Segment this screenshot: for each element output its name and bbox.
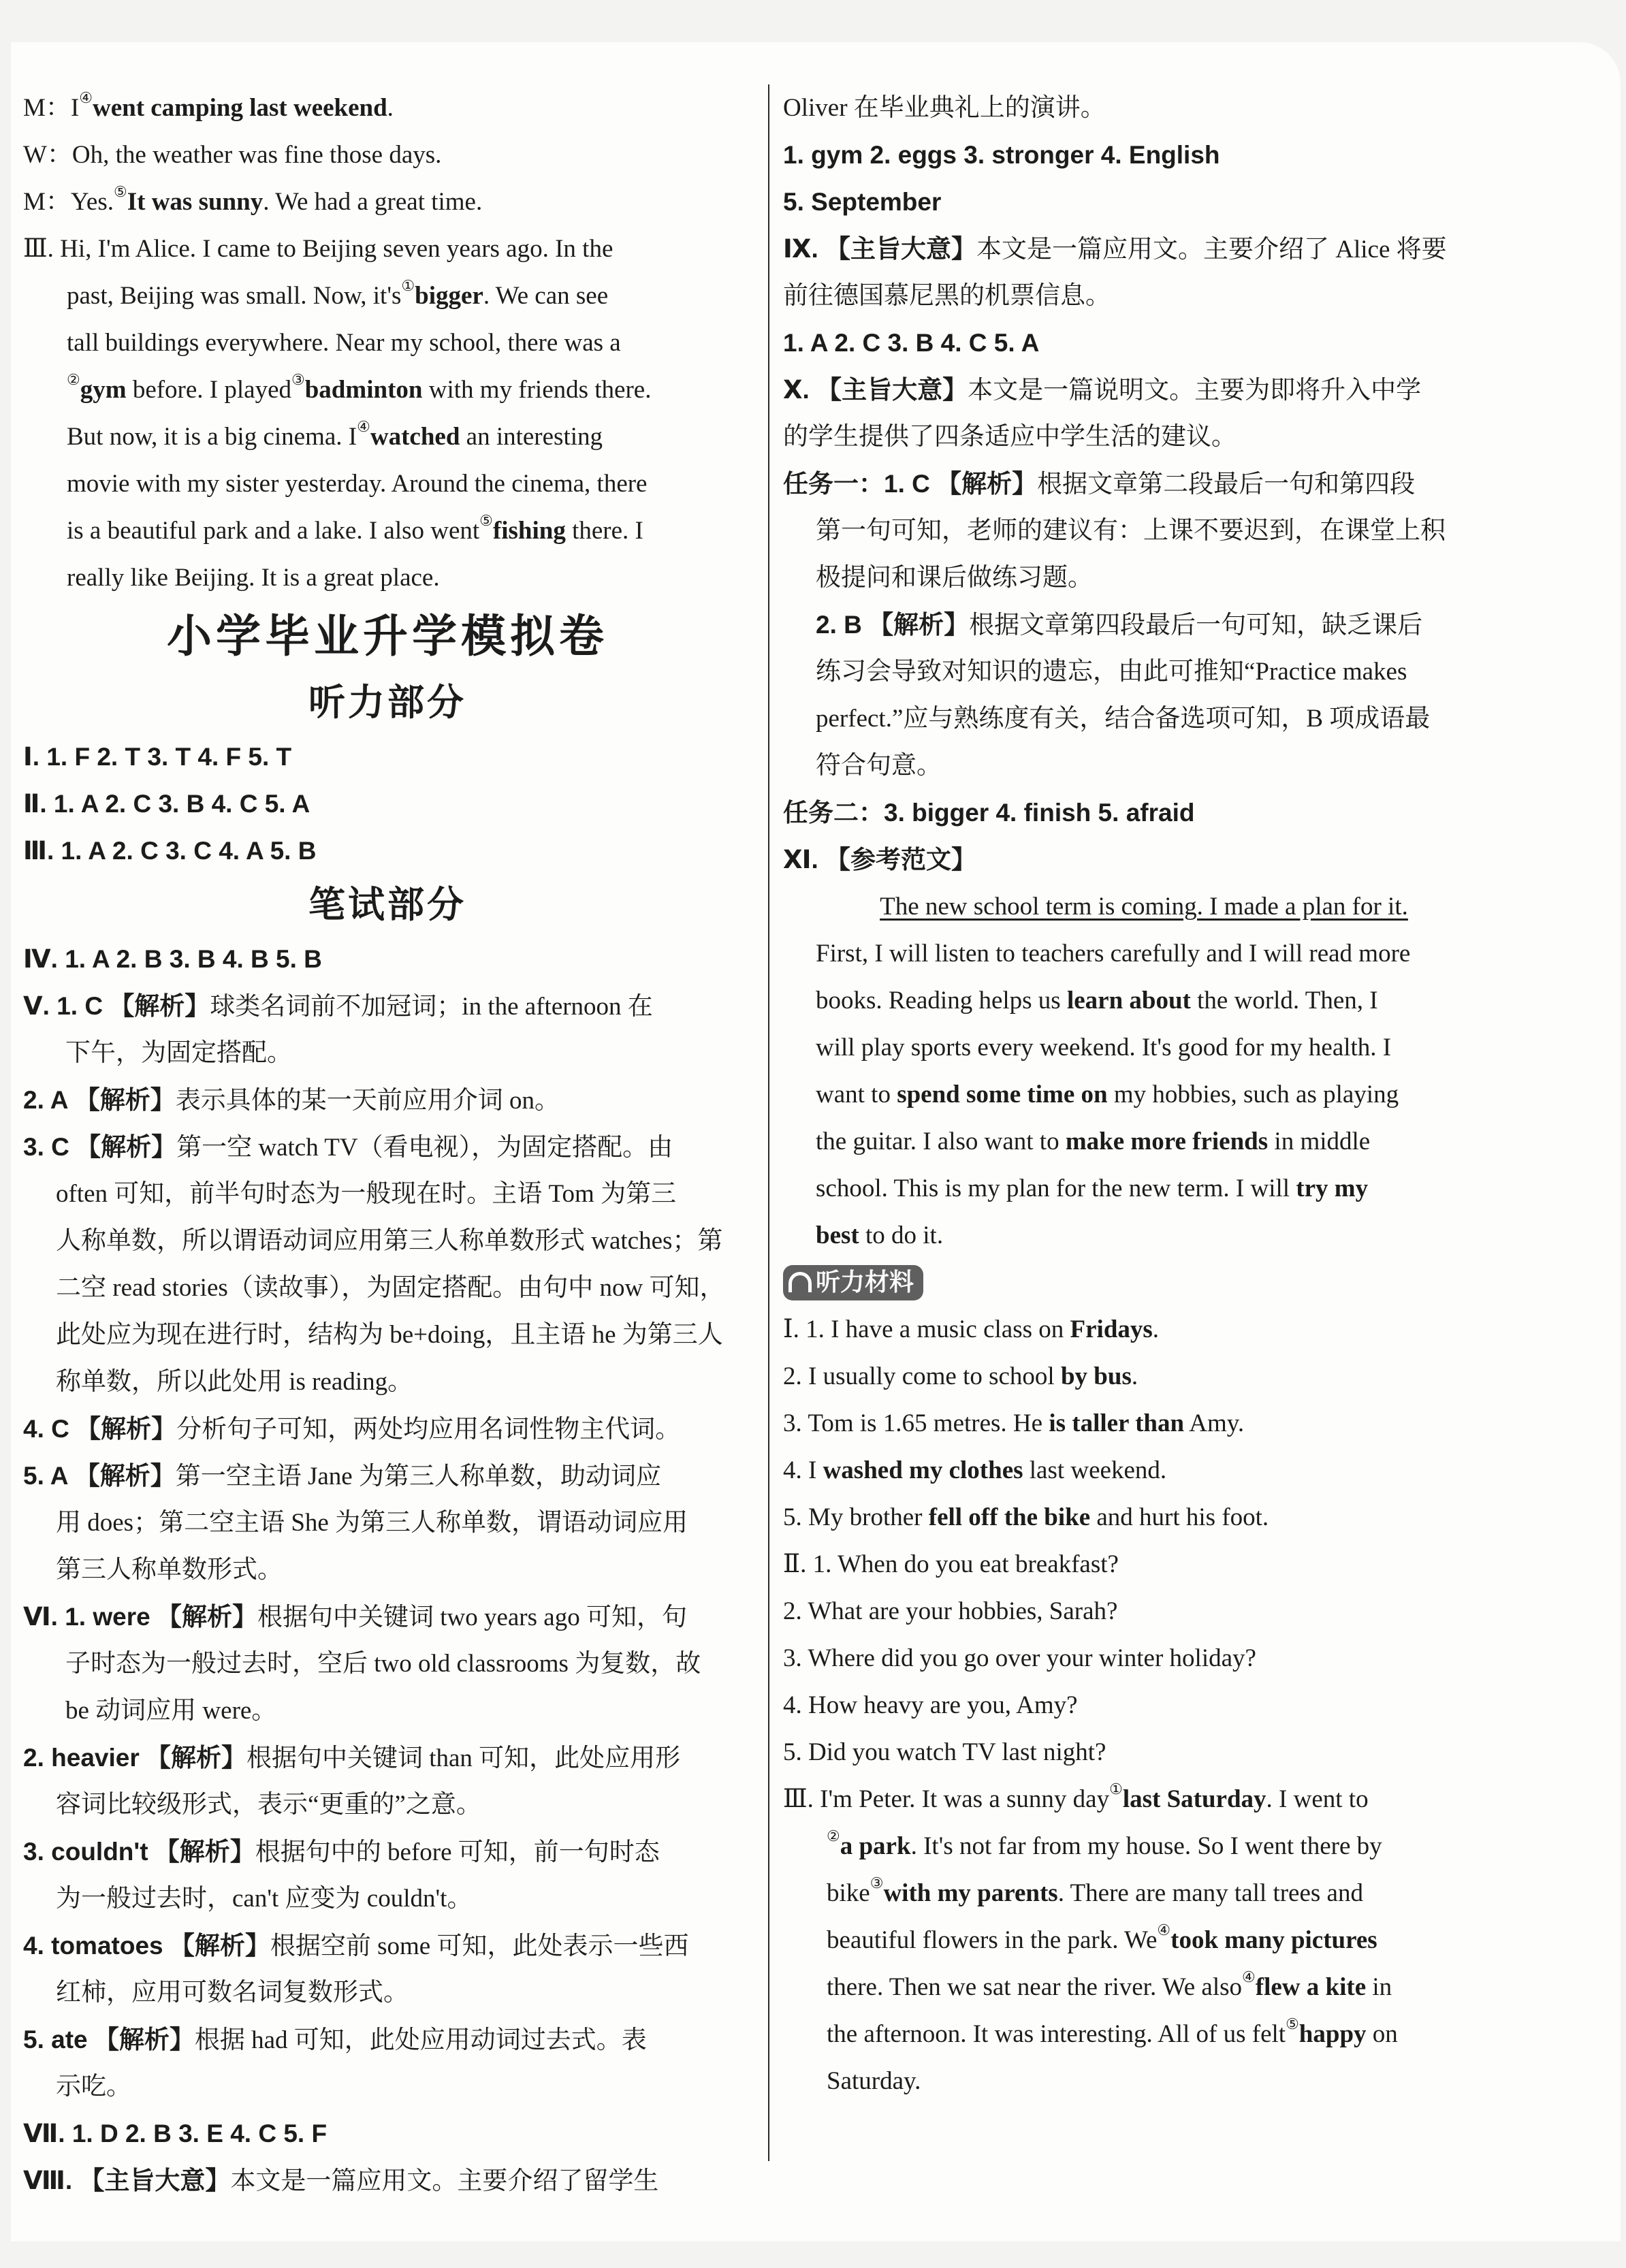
explanation-line: 4. tomatoes 【解析】根据空前 some 可知，此处表示一些西	[23, 1932, 689, 1960]
essay-line: the guitar. I also want to make more friends in middle	[816, 1128, 1371, 1155]
explanation-line: 前往德国慕尼黑的机票信息。	[783, 282, 1111, 310]
passage-line: is a beautiful park and a lake. I also went⑤fishing there. I	[67, 512, 643, 545]
explanation-line: Ⅸ. 【主旨大意】本文是一篇应用文。主要介绍了 Alice 将要	[783, 235, 1447, 263]
passage-line: Ⅲ. Hi, I'm Alice. I came to Beijing seven years ago. In the	[23, 235, 613, 263]
script-line: 3. Tom is 1.65 metres. He is taller than Amy.	[783, 1409, 1245, 1437]
section-title-writing: 笔试部分	[308, 883, 466, 926]
section-title-listening: 听力部分	[308, 681, 466, 724]
column-divider	[768, 84, 769, 2161]
explanation-line: 下午，为固定搭配。	[65, 1039, 292, 1067]
explanation-line: 练习会导致对知识的遗忘，由此可推知“Practice makes	[816, 658, 1407, 686]
passage-line: past, Beijing was small. Now, it's①bigger. We can see	[67, 277, 609, 310]
explanation-line: 2. A 【解析】表示具体的某一天前应用介词 on。	[23, 1086, 560, 1115]
answer-row: Ⅳ. 1. A 2. B 3. B 4. B 5. B	[23, 945, 322, 973]
explanation-line: 3. C 【解析】第一空 watch TV（看电视），为固定搭配。由	[23, 1133, 673, 1162]
explanation-line: 子时态为一般过去时，空后 two old classrooms 为复数，故	[65, 1650, 701, 1678]
passage-line: movie with my sister yesterday. Around the cinema, there	[67, 470, 648, 498]
explanation-line: 用 does；第二空主语 She 为第三人称单数，谓语动词应用	[56, 1509, 688, 1537]
essay-line: will play sports every weekend. It's good for my health. I	[816, 1034, 1392, 1061]
right-column	[783, 84, 1505, 2105]
dialog-line: M：Yes.⑤It was sunny. We had a great time.	[23, 183, 483, 216]
essay-line: want to spend some time on my hobbies, such as playing	[816, 1081, 1399, 1108]
answer-row: Ⅱ. 1. A 2. C 3. B 4. C 5. A	[23, 790, 310, 818]
explanation-line: 第三人称单数形式。	[56, 1556, 283, 1584]
explanation-line: 第一句可知，老师的建议有：上课不要迟到，在课堂上积	[816, 517, 1446, 545]
explanation-line: Ⅷ. 【主旨大意】本文是一篇应用文。主要介绍了留学生	[23, 2167, 659, 2195]
explanation-line: 此处应为现在进行时，结构为 be+doing，且主语 he 为第三人	[56, 1321, 723, 1349]
essay-line: books. Reading helps us learn about the world. Then, I	[816, 987, 1378, 1015]
left-column	[23, 84, 752, 2204]
explanation-line: 任务一：1. C 【解析】根据文章第二段最后一句和第四段	[783, 470, 1416, 498]
answer-row: 1. gym 2. eggs 3. stronger 4. English	[783, 141, 1220, 169]
script-line: Ⅰ. 1. I have a music class on Fridays.	[783, 1315, 1160, 1343]
explanation-line: 2. heavier 【解析】根据句中关键词 than 可知，此处应用形	[23, 1744, 681, 1772]
script-line: there. Then we sat near the river. We also④flew a kite in	[827, 1968, 1392, 2001]
answer-row: Ⅲ. 1. A 2. C 3. C 4. A 5. B	[23, 837, 317, 865]
essay-line: best to do it.	[816, 1221, 944, 1249]
dialog-line: M：I④went camping last weekend.	[23, 89, 394, 122]
explanation-line: perfect.”应与熟练度有关，结合备选项可知，B 项成语最	[816, 705, 1431, 733]
script-line: Ⅲ. I'm Peter. It was a sunny day①last Saturday. I went to	[783, 1780, 1369, 1813]
explanation-line: Ⅹ. 【主旨大意】本文是一篇说明文。主要为即将升入中学	[783, 376, 1422, 404]
explanation-line: 5. ate 【解析】根据 had 可知，此处应用动词过去式。表	[23, 2026, 647, 2054]
script-line: 2. What are your hobbies, Sarah?	[783, 1597, 1118, 1625]
script-line: the afternoon. It was interesting. All of us felt⑤happy on	[827, 2015, 1398, 2048]
explanation-line: 红柿，应用可数名词复数形式。	[56, 1979, 409, 2007]
script-line: 3. Where did you go over your winter holiday?	[783, 1644, 1256, 1672]
explanation-line: 极提问和课后做练习题。	[816, 564, 1093, 592]
explanation-line: 3. couldn't 【解析】根据句中的 before 可知，前一句时态	[23, 1838, 660, 1866]
explanation-line: 人称单数，所以谓语动词应用第三人称单数形式 watches；第	[56, 1227, 723, 1255]
exam-title: 小学毕业升学模拟卷	[167, 610, 608, 662]
answer-row: 1. A 2. C 3. B 4. C 5. A	[783, 329, 1040, 357]
explanation-line: Oliver 在毕业典礼上的演讲。	[783, 94, 1106, 122]
listening-material-header	[783, 1259, 1505, 1306]
answer-row: 任务二：3. bigger 4. finish 5. afraid	[783, 799, 1195, 827]
script-line: 4. I washed my clothes last weekend.	[783, 1456, 1167, 1484]
explanation-line: often 可知，前半句时态为一般现在时。主语 Tom 为第三	[56, 1180, 677, 1208]
explanation-line: 符合句意。	[816, 752, 942, 780]
explanation-line: 的学生提供了四条适应中学生活的建议。	[783, 423, 1237, 451]
script-line: 5. My brother fell off the bike and hurt his foot.	[783, 1503, 1269, 1531]
explanation-line: Ⅵ. 1. were 【解析】根据句中关键词 two years ago 可知，句	[23, 1603, 687, 1631]
script-line: bike③with my parents. There are many tall trees and	[827, 1874, 1363, 1907]
essay-line: First, I will listen to teachers carefully and I will read more	[816, 940, 1411, 968]
explanation-line: 2. B 【解析】根据文章第四段最后一句可知，缺乏课后	[816, 611, 1423, 639]
script-line: 5. Did you watch TV last night?	[783, 1738, 1106, 1766]
explanation-line: 5. A 【解析】第一空主语 Jane 为第三人称单数，助动词应	[23, 1462, 661, 1490]
answer-row: Ⅰ. 1. F 2. T 3. T 4. F 5. T	[23, 743, 292, 771]
script-line: Saturday.	[827, 2067, 921, 2095]
script-line: Ⅱ. 1. When do you eat breakfast?	[783, 1550, 1119, 1578]
explanation-line: Ⅺ. 【参考范文】	[783, 846, 977, 874]
passage-line: ②gym before. I played③badminton with my friends there.	[67, 371, 652, 404]
essay-line: school. This is my plan for the new term. I will try my	[816, 1175, 1369, 1202]
explanation-line: Ⅴ. 1. C 【解析】球类名词前不加冠词；in the afternoon 在	[23, 992, 653, 1021]
answer-row: Ⅶ. 1. D 2. B 3. E 4. C 5. F	[23, 2120, 328, 2147]
listening-material-badge: 听力材料	[783, 1265, 923, 1300]
answer-row: 5. September	[783, 188, 942, 216]
headphones-icon	[788, 1272, 812, 1292]
passage-line: really like Beijing. It is a great place.	[67, 564, 440, 592]
explanation-line: 容词比较级形式，表示“更重的”之意。	[56, 1791, 481, 1819]
dialog-line: W：Oh, the weather was fine those days.	[23, 141, 442, 169]
passage-line: But now, it is a big cinema. I④watched an interesting	[67, 418, 603, 451]
script-line: 2. I usually come to school by bus.	[783, 1362, 1138, 1390]
script-line: 4. How heavy are you, Amy?	[783, 1691, 1078, 1719]
script-line: beautiful flowers in the park. We④took many pictures	[827, 1921, 1377, 1954]
explanation-line: 为一般过去时，can't 应变为 couldn't。	[56, 1885, 473, 1913]
essay-title: The new school term is coming. I made a plan for it.	[880, 893, 1408, 921]
passage-line: tall buildings everywhere. Near my school, there was a	[67, 329, 621, 357]
explanation-line: 示吃。	[56, 2073, 131, 2101]
script-line: ②a park. It's not far from my house. So I went there by	[827, 1827, 1382, 1860]
explanation-line: 二空 read stories（读故事），为固定搭配。由句中 now 可知，	[56, 1274, 725, 1302]
explanation-line: 4. C 【解析】分析句子可知，两处均应用名词性物主代词。	[23, 1415, 681, 1443]
explanation-line: be 动词应用 were。	[65, 1697, 277, 1725]
explanation-line: 称单数，所以此处用 is reading。	[56, 1368, 413, 1396]
